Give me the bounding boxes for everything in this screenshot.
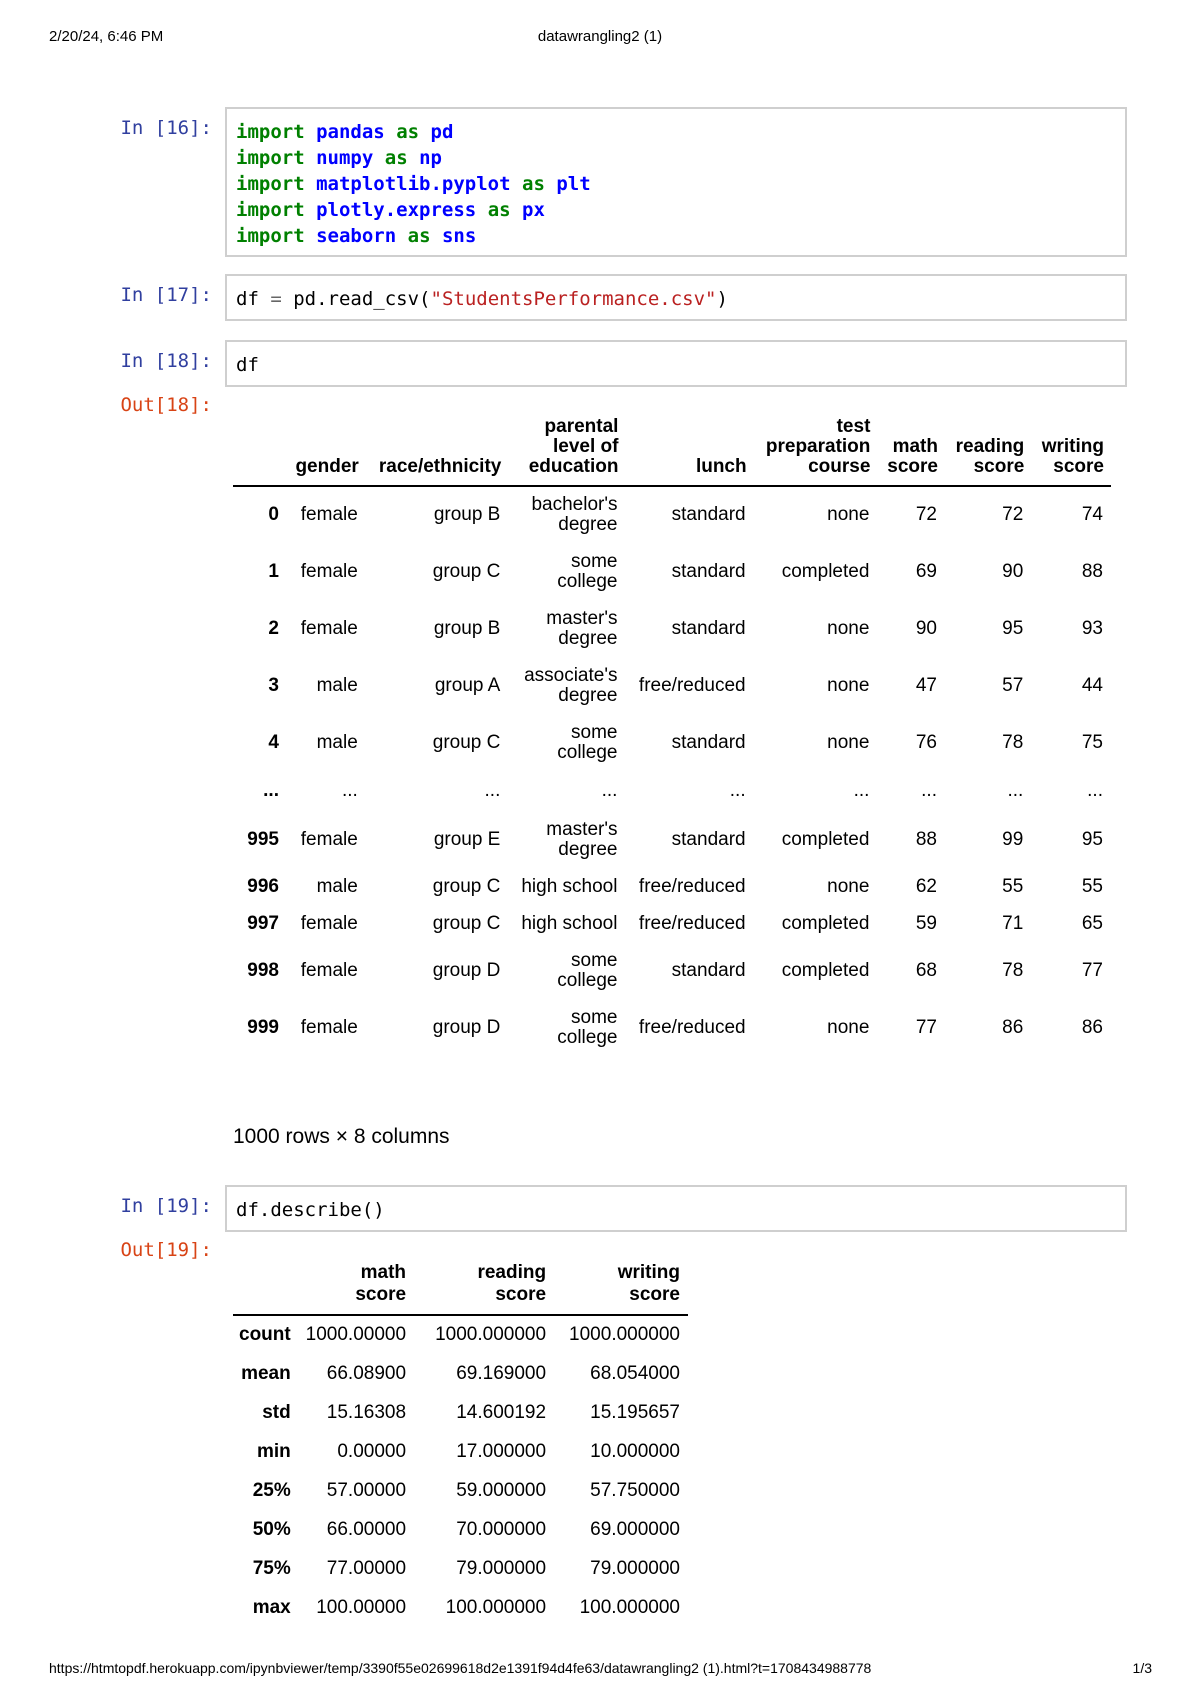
import-line [236, 145, 1125, 171]
import-line [236, 223, 1125, 249]
table-row [233, 486, 1111, 543]
dataframe-table [233, 417, 1111, 1056]
reading-cell: 71 [1002, 912, 1024, 934]
reading-cell: 99 [1002, 828, 1024, 850]
math-cell: 62 [915, 875, 937, 897]
stat-cell: 59.000000 [456, 1479, 547, 1501]
keyword: import [236, 121, 305, 143]
gender-cell: female [300, 504, 358, 525]
index-header [233, 417, 285, 486]
reading-cell: 86 [1002, 1016, 1024, 1038]
stat-cell: 100.000000 [579, 1596, 680, 1618]
stat-cell: 15.16308 [326, 1401, 407, 1423]
module-name: pandas [316, 121, 385, 143]
alias-name: plt [556, 173, 591, 195]
input-prompt-19: In [19]: [120, 1195, 212, 1217]
stat-cell: 66.00000 [326, 1518, 407, 1540]
lunch-cell: free/reduced [638, 674, 746, 696]
math-cell: ... [921, 780, 937, 801]
race-cell: group D [432, 1016, 501, 1038]
module-name: seaborn [316, 225, 397, 247]
gender-cell: female [300, 959, 358, 981]
reading-cell: 78 [1002, 959, 1024, 981]
alias-name: sns [441, 225, 477, 247]
writing-cell: 77 [1081, 959, 1103, 981]
import-line [236, 119, 1125, 145]
row-index: mean [241, 1362, 291, 1384]
writing-cell: 88 [1081, 560, 1103, 582]
writing-cell: 93 [1081, 617, 1103, 639]
writing-cell: 74 [1081, 504, 1103, 525]
table-row [233, 999, 1111, 1056]
prep-cell: none [827, 504, 870, 525]
writing-cell: 44 [1081, 674, 1103, 696]
gender-cell: male [316, 731, 358, 753]
stat-cell: 70.000000 [456, 1518, 547, 1540]
page-number: 1/3 [1132, 1660, 1152, 1676]
keyword: as [396, 121, 420, 143]
column-header-race-ethnicity: race/ethnicity [366, 417, 509, 486]
gender-cell: female [300, 560, 358, 582]
education-cell: master's degree [546, 818, 618, 860]
alias-name: pd [430, 121, 454, 143]
writing-cell: 86 [1081, 1016, 1103, 1038]
column-header-parental-education: parental level of education [508, 417, 625, 486]
row-index: ... [263, 780, 279, 801]
prep-cell: none [827, 674, 870, 696]
table-row [233, 1471, 688, 1510]
column-header-writing-score: writing score [1031, 417, 1111, 486]
keyword: as [522, 173, 545, 195]
lunch-cell: free/reduced [638, 912, 746, 934]
math-cell: 72 [915, 504, 937, 525]
math-cell: 68 [915, 959, 937, 981]
table-row [233, 868, 1111, 905]
row-index: 999 [247, 1016, 279, 1038]
race-cell: group D [432, 959, 501, 981]
document-title: datawrangling2 (1) [537, 28, 663, 45]
alias-name: np [419, 147, 442, 169]
race-cell: group A [434, 674, 501, 696]
alias-name: px [522, 199, 545, 221]
input-prompt-17: In [17]: [120, 284, 212, 306]
code-string: "StudentsPerformance.csv" [430, 288, 717, 310]
stat-cell: 57.00000 [326, 1479, 407, 1501]
row-index: 25% [252, 1479, 291, 1501]
writing-cell: 75 [1081, 731, 1103, 753]
lunch-cell: standard [671, 731, 746, 753]
writing-cell: 95 [1081, 828, 1103, 850]
education-cell: ... [601, 780, 618, 801]
row-index: 996 [247, 875, 279, 897]
table-row [233, 771, 1111, 811]
table-row [233, 1393, 688, 1432]
keyword: as [487, 199, 511, 221]
code-var: df [236, 288, 271, 310]
gender-cell: female [300, 912, 358, 934]
reading-cell: 95 [1002, 617, 1024, 639]
prep-cell: completed [781, 828, 870, 850]
column-header-math-score: math score [877, 417, 945, 486]
gender-cell: female [300, 828, 358, 850]
row-index: 50% [252, 1518, 291, 1540]
table-row [233, 1588, 688, 1627]
lunch-cell: standard [671, 617, 746, 639]
lunch-cell: free/reduced [638, 1016, 746, 1038]
input-prompt-16: In [16]: [120, 117, 212, 139]
column-header-reading-score: reading score [945, 417, 1031, 486]
table-row [233, 811, 1111, 868]
column-header-lunch: lunch [625, 417, 753, 486]
keyword: import [236, 173, 305, 195]
table-row [233, 905, 1111, 942]
race-cell: group B [433, 504, 501, 525]
math-cell: 47 [915, 674, 937, 696]
prep-cell: completed [781, 959, 870, 981]
column-header: math score [297, 1262, 414, 1315]
race-cell: group C [432, 875, 501, 897]
math-cell: 59 [915, 912, 937, 934]
input-prompt-18: In [18]: [120, 350, 212, 372]
code-operator: = [270, 288, 282, 310]
reading-cell: 72 [1002, 504, 1024, 525]
code-cell-19[interactable] [225, 1185, 1127, 1232]
reading-cell: 57 [1002, 674, 1024, 696]
stat-cell: 14.600192 [456, 1401, 547, 1423]
stat-cell: 77.00000 [326, 1557, 407, 1579]
education-cell: associate's degree [524, 664, 618, 706]
describe-line: df.describe() [236, 1199, 385, 1221]
lunch-cell: standard [671, 828, 746, 850]
education-cell: high school [521, 912, 618, 934]
writing-cell: 65 [1081, 912, 1103, 934]
reading-cell: 78 [1002, 731, 1024, 753]
stat-cell: 68.054000 [590, 1362, 680, 1384]
print-date: 2/20/24, 6:46 PM [49, 28, 164, 45]
keyword: import [236, 225, 305, 247]
math-cell: 76 [915, 731, 937, 753]
row-index: 998 [247, 959, 279, 981]
table-row [233, 1549, 688, 1588]
column-header: reading score [414, 1262, 554, 1315]
race-cell: group C [432, 912, 501, 934]
row-index: 2 [268, 617, 279, 639]
row-index: max [252, 1596, 291, 1618]
code-paren: ) [716, 288, 728, 310]
lunch-cell: standard [671, 560, 746, 582]
stat-cell: 15.195657 [590, 1401, 680, 1423]
gender-cell: female [300, 1016, 358, 1038]
code-cell-16[interactable] [225, 107, 1127, 257]
stat-cell: 100.00000 [316, 1596, 407, 1618]
education-cell: some college [557, 550, 618, 592]
gender-cell: female [300, 617, 358, 639]
read-csv-line [236, 286, 1125, 312]
prep-cell: none [827, 731, 870, 753]
stat-cell: 100.000000 [445, 1596, 547, 1618]
code-cell-18[interactable] [225, 340, 1127, 387]
prep-cell: none [827, 1016, 870, 1038]
row-index: 4 [268, 731, 279, 753]
reading-cell: ... [1007, 780, 1024, 801]
keyword: as [384, 147, 408, 169]
keyword: import [236, 147, 305, 169]
row-index: 3 [268, 674, 279, 696]
column-header-test-preparation: test preparation course [754, 417, 878, 486]
race-cell: group E [433, 828, 501, 850]
stat-cell: 17.000000 [456, 1440, 547, 1462]
import-statements [236, 119, 1125, 249]
row-index: 0 [268, 504, 279, 525]
prep-cell: none [827, 617, 870, 639]
prep-cell: ... [853, 780, 870, 801]
education-cell: high school [521, 875, 618, 897]
module-name: matplotlib.pyplot [316, 173, 511, 195]
header-row [233, 1262, 688, 1315]
table-row [233, 600, 1111, 657]
stat-cell: 0.00000 [337, 1440, 407, 1462]
stat-cell: 1000.000000 [435, 1324, 547, 1345]
education-cell: some college [557, 949, 618, 991]
prep-cell: completed [781, 912, 870, 934]
stat-cell: 69.169000 [456, 1362, 547, 1384]
describe-table [233, 1262, 688, 1627]
education-cell: some college [557, 721, 618, 763]
table-row [233, 1432, 688, 1471]
table-row [233, 1510, 688, 1549]
gender-cell: ... [341, 780, 358, 801]
race-cell: group C [432, 560, 501, 582]
race-cell: group C [432, 731, 501, 753]
keyword: as [407, 225, 431, 247]
math-cell: 69 [915, 560, 937, 582]
table-row [233, 1354, 688, 1393]
row-index: count [239, 1324, 291, 1345]
column-header-gender: gender [285, 417, 366, 486]
source-url: https://htmtopdf.herokuapp.com/ipynbviewer/temp/3390f55e02699618d2e1391f94d4fe63/datawrangling2 (1).html?t=1708434988778 [49, 1660, 872, 1676]
writing-cell: 55 [1081, 875, 1103, 897]
module-name: numpy [316, 147, 374, 169]
code-cell-17[interactable] [225, 274, 1127, 321]
education-cell: some college [557, 1006, 618, 1048]
table-row [233, 543, 1111, 600]
table-row [233, 1315, 688, 1354]
column-header: writing score [554, 1262, 688, 1315]
gender-cell: male [316, 875, 358, 897]
row-index: 1 [268, 560, 279, 582]
table-row [233, 657, 1111, 714]
output-prompt-18: Out[18]: [120, 394, 212, 416]
stat-cell: 79.000000 [456, 1557, 547, 1579]
import-line [236, 171, 1125, 197]
lunch-cell: free/reduced [638, 875, 746, 897]
writing-cell: ... [1087, 780, 1103, 801]
index-header [233, 1262, 297, 1315]
code-call: pd.read_csv( [281, 288, 431, 310]
stat-cell: 10.000000 [590, 1440, 680, 1462]
education-cell: master's degree [546, 607, 618, 649]
prep-cell: completed [781, 560, 870, 582]
module-name: plotly.express [316, 199, 477, 221]
education-cell: bachelor's degree [531, 494, 618, 535]
table-row [233, 714, 1111, 771]
row-index: 997 [247, 912, 279, 934]
stat-cell: 57.750000 [590, 1479, 680, 1501]
gender-cell: male [316, 674, 358, 696]
lunch-cell: ... [729, 780, 746, 801]
row-index: 75% [252, 1557, 291, 1579]
dataframe-shape-summary: 1000 rows × 8 columns [233, 1125, 450, 1148]
stat-cell: 69.000000 [590, 1518, 680, 1540]
row-index: std [262, 1401, 291, 1423]
df-line: df [236, 354, 259, 376]
race-cell: ... [484, 780, 501, 801]
race-cell: group B [433, 617, 501, 639]
keyword: import [236, 199, 305, 221]
math-cell: 77 [915, 1016, 937, 1038]
math-cell: 90 [915, 617, 937, 639]
row-index: 995 [247, 828, 279, 850]
output-prompt-19: Out[19]: [120, 1239, 212, 1261]
header-row [233, 417, 1111, 486]
import-line [236, 197, 1125, 223]
stat-cell: 1000.000000 [569, 1324, 680, 1345]
math-cell: 88 [915, 828, 937, 850]
reading-cell: 55 [1002, 875, 1024, 897]
prep-cell: none [827, 875, 870, 897]
lunch-cell: standard [671, 959, 746, 981]
row-index: min [256, 1440, 291, 1462]
stat-cell: 1000.00000 [305, 1324, 407, 1345]
stat-cell: 66.08900 [326, 1362, 407, 1384]
lunch-cell: standard [671, 504, 746, 525]
table-row [233, 942, 1111, 999]
reading-cell: 90 [1002, 560, 1024, 582]
stat-cell: 79.000000 [590, 1557, 680, 1579]
